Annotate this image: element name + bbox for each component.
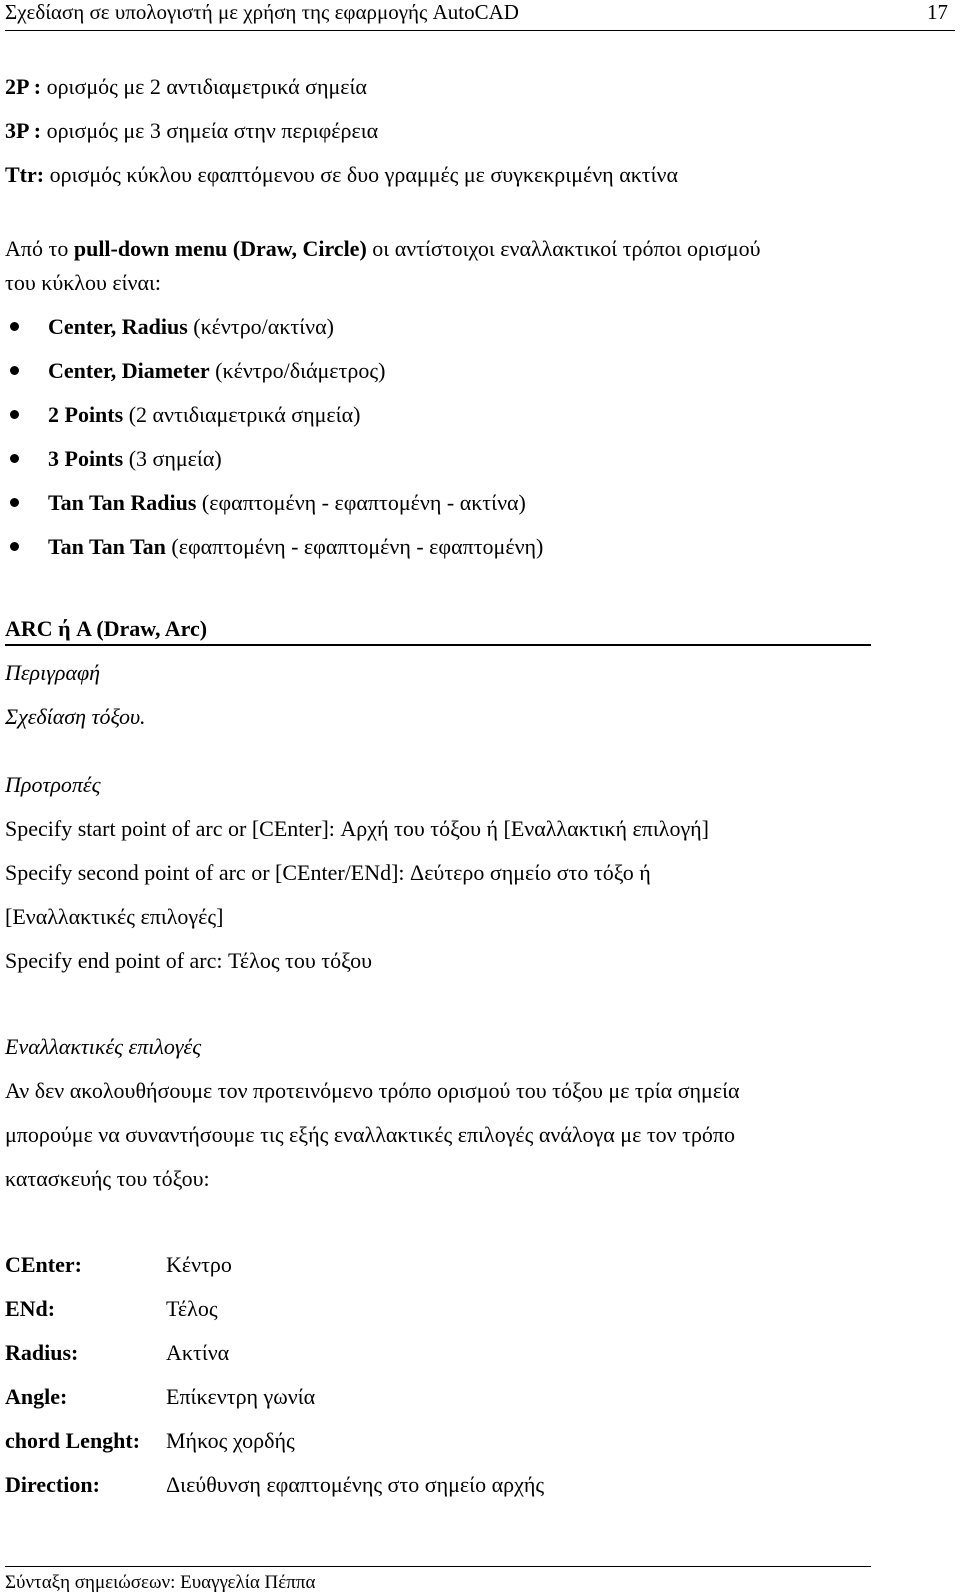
header-title: Σχεδίαση σε υπολογιστή με χρήση της εφαρμογής AutoCAD [5, 0, 519, 24]
option-term: ENd: [5, 1296, 56, 1321]
list-item: Tan Tan Tan (εφαπτομένη - εφαπτομένη - εφαπτομένη) [48, 534, 544, 559]
option-term: chord Lenght: [5, 1428, 141, 1453]
prompts-label: Προτροπές [5, 772, 101, 797]
option-desc: Ακτίνα [166, 1340, 230, 1365]
option-term: Direction: [5, 1472, 100, 1497]
prompt-line: Specify second point of arc or [CEnter/ENd]: Δεύτερο σημείο στο τόξο ή [5, 860, 651, 885]
list-item: Center, Diameter (κέντρο/διάμετρος) [48, 358, 386, 383]
alternatives-text: κατασκευής του τόξου: [5, 1166, 210, 1191]
circle-option-3p: 3P : ορισμός με 3 σημεία στην περιφέρεια [5, 118, 379, 143]
option-desc: Διεύθυνση εφαπτομένης στο σημείο αρχής [166, 1472, 545, 1497]
menu-intro-line-1: Από το pull-down menu (Draw, Circle) οι αντίστοιχοι εναλλακτικοί τρόποι ορισμού [5, 236, 761, 261]
bullet-icon [10, 410, 19, 419]
footer-rule [5, 1566, 871, 1567]
list-item: Center, Radius (κέντρο/ακτίνα) [48, 314, 334, 339]
arc-heading: ARC ή A (Draw, Arc) [5, 616, 208, 641]
page-number: 17 [927, 0, 948, 24]
option-term: CEnter: [5, 1252, 82, 1277]
prompt-line: Specify start point of arc or [CEnter]: Αρχή του τόξου ή [Εναλλακτική επιλογή] [5, 816, 710, 841]
bullet-icon [10, 454, 19, 463]
option-desc: Επίκεντρη γωνία [166, 1384, 316, 1409]
option-term: Radius: [5, 1340, 79, 1365]
option-term: Angle: [5, 1384, 68, 1409]
alternatives-text: μπορούμε να συναντήσουμε τις εξής εναλλακτικές επιλογές ανάλογα με τον τρόπο [5, 1122, 736, 1147]
option-desc: Κέντρο [166, 1252, 232, 1277]
alternatives-label: Εναλλακτικές επιλογές [5, 1034, 202, 1059]
prompt-line: [Εναλλακτικές επιλογές] [5, 904, 224, 929]
description-label: Περιγραφή [5, 660, 101, 685]
circle-option-ttr: Ttr: ορισμός κύκλου εφαπτόμενου σε δυο γραμμές με συγκεκριμένη ακτίνα [5, 162, 679, 187]
bullet-icon [10, 322, 19, 331]
prompt-line: Specify end point of arc: Τέλος του τόξου [5, 948, 372, 973]
arc-heading-rule [5, 644, 871, 646]
list-item: 3 Points (3 σημεία) [48, 446, 222, 471]
description-text: Σχεδίαση τόξου. [5, 704, 146, 729]
option-desc: Τέλος [166, 1296, 218, 1321]
list-item: Tan Tan Radius (εφαπτομένη - εφαπτομένη - ακτίνα) [48, 490, 526, 515]
list-item: 2 Points (2 αντιδιαμετρικά σημεία) [48, 402, 361, 427]
bullet-icon [10, 542, 19, 551]
page-header [0, 0, 960, 26]
bullet-icon [10, 498, 19, 507]
header-rule [5, 30, 955, 31]
option-desc: Μήκος χορδής [166, 1428, 295, 1453]
footer-text: Σύνταξη σημειώσεων: Ευαγγελία Πέππα [5, 1572, 316, 1593]
menu-intro-line-2: του κύκλου είναι: [5, 270, 162, 295]
alternatives-text: Αν δεν ακολουθήσουμε τον προτεινόμενο τρόπο ορισμού του τόξου με τρία σημεία [5, 1078, 740, 1103]
circle-option-2p: 2P : ορισμός με 2 αντιδιαμετρικά σημεία [5, 74, 367, 99]
bullet-icon [10, 366, 19, 375]
